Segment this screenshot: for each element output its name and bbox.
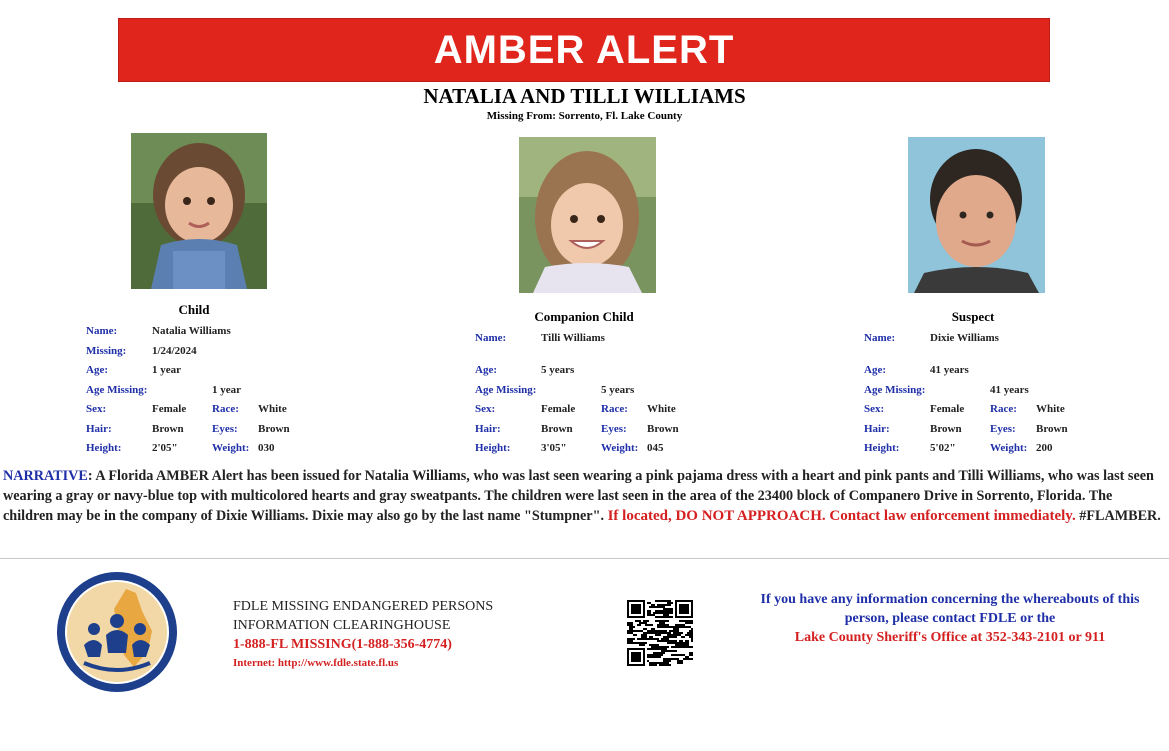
- contact-line3: Lake County Sheriff's Office at 352-343-2101 or 911: [794, 630, 1106, 645]
- race-label: Race:: [601, 403, 628, 415]
- internet-link[interactable]: Internet: http://www.fdle.state.fl.us: [233, 657, 399, 669]
- race-label: Race:: [212, 403, 239, 415]
- weight-value: 200: [1036, 442, 1053, 454]
- missing-label: Missing:: [86, 345, 127, 357]
- weight-label: Weight:: [212, 442, 250, 454]
- companion-child-photo: [519, 137, 656, 293]
- narrative-warning: If located, DO NOT APPROACH. Contact law enforcement immediately.: [607, 508, 1076, 524]
- org-line2: INFORMATION CLEARINGHOUSE: [233, 618, 451, 633]
- hair-value: Brown: [541, 423, 573, 435]
- age-missing-label: Age Missing:: [86, 384, 148, 396]
- race-value: White: [258, 403, 287, 415]
- age-value: 41 years: [930, 364, 969, 376]
- narrative-hashtag: #FLAMBER.: [1075, 508, 1161, 524]
- contact-line2: person, please contact FDLE or the: [844, 611, 1056, 626]
- name-label: Name:: [86, 325, 118, 337]
- eyes-label: Eyes:: [212, 423, 238, 435]
- sex-label: Sex:: [864, 403, 885, 415]
- child-photo: [131, 133, 267, 289]
- age-missing-value: 41 years: [990, 384, 1029, 396]
- detail-row: [864, 422, 1164, 436]
- height-value: 5'02": [930, 442, 956, 454]
- detail-row: [86, 402, 386, 416]
- detail-row: [864, 402, 1164, 416]
- footer-divider: [0, 558, 1169, 559]
- height-value: 3'05": [541, 442, 567, 454]
- fdle-info: [233, 597, 493, 673]
- detail-row: [86, 383, 386, 397]
- detail-row: [86, 422, 386, 436]
- height-label: Height:: [864, 442, 900, 454]
- detail-row: [475, 331, 775, 345]
- name-value: Natalia Williams: [152, 325, 231, 337]
- age-missing-label: Age Missing:: [475, 384, 537, 396]
- race-value: White: [1036, 403, 1065, 415]
- hair-label: Hair:: [864, 423, 890, 435]
- height-value: 2'05": [152, 442, 178, 454]
- detail-row: [864, 331, 1164, 345]
- detail-row: [86, 324, 386, 338]
- hair-label: Hair:: [475, 423, 501, 435]
- eyes-value: Brown: [258, 423, 290, 435]
- race-value: White: [647, 403, 676, 415]
- eyes-value: Brown: [1036, 423, 1068, 435]
- role-companion-child: Companion Child: [534, 309, 634, 324]
- weight-label: Weight:: [990, 442, 1028, 454]
- sex-label: Sex:: [475, 403, 496, 415]
- sex-value: Female: [541, 403, 576, 415]
- name-value: Dixie Williams: [930, 332, 999, 344]
- age-label: Age:: [86, 364, 108, 376]
- weight-label: Weight:: [601, 442, 639, 454]
- narrative-text: : A Florida AMBER Alert has been issued for Natalia Williams, who was last seen wearing a pink pajama dress with a heart and pink pants and Tilli Williams, who was last seen wearing a gray or navy-blue top with multicolored hearts and gray sweatpants. The children were last seen in the area of the 23400 block of Companero Drive in Sorrento, Florida. The children may be in the company of Dixie Williams. Dixie may also go by the last name "Stumpner".: [3, 468, 1154, 524]
- weight-value: 030: [258, 442, 275, 454]
- hair-value: Brown: [152, 423, 184, 435]
- role-suspect: Suspect: [951, 309, 995, 324]
- sex-value: Female: [930, 403, 965, 415]
- role-child: Child: [178, 302, 210, 317]
- detail-row: [475, 383, 775, 397]
- detail-row: [864, 363, 1164, 377]
- hotline-phone: 1-888-FL MISSING(1-888-356-4774): [233, 637, 452, 652]
- name-value: Tilli Williams: [541, 332, 605, 344]
- age-value: 5 years: [541, 364, 575, 376]
- banner-text: AMBER ALERT: [433, 27, 735, 72]
- name-label: Name:: [864, 332, 896, 344]
- fdle-seal-icon: [56, 571, 178, 693]
- age-missing-value: 1 year: [212, 384, 242, 396]
- detail-row: [86, 344, 386, 358]
- detail-row: [864, 383, 1164, 397]
- amber-alert-banner: [119, 19, 1049, 81]
- name-label: Name:: [475, 332, 507, 344]
- sex-label: Sex:: [86, 403, 107, 415]
- eyes-label: Eyes:: [990, 423, 1016, 435]
- detail-row: [86, 441, 386, 455]
- hair-value: Brown: [930, 423, 962, 435]
- sex-value: Female: [152, 403, 187, 415]
- weight-value: 045: [647, 442, 664, 454]
- detail-row: [86, 363, 386, 377]
- org-line1: FDLE MISSING ENDANGERED PERSONS: [233, 599, 494, 614]
- missing-value: 1/24/2024: [152, 345, 197, 357]
- contact-info: [740, 590, 1160, 647]
- narrative: [3, 466, 1163, 526]
- contact-line1: If you have any information concerning the whereabouts of this: [760, 592, 1140, 607]
- age-label: Age:: [864, 364, 886, 376]
- detail-row: [864, 441, 1164, 455]
- age-missing-label: Age Missing:: [864, 384, 926, 396]
- age-missing-value: 5 years: [601, 384, 635, 396]
- qr-code-icon[interactable]: [627, 600, 693, 666]
- page-title: NATALIA AND TILLI WILLIAMS: [423, 84, 746, 108]
- hair-label: Hair:: [86, 423, 112, 435]
- age-label: Age:: [475, 364, 497, 376]
- detail-row: [475, 402, 775, 416]
- eyes-value: Brown: [647, 423, 679, 435]
- missing-from: Missing From: Sorrento, Fl. Lake County: [486, 110, 683, 122]
- detail-row: [475, 363, 775, 377]
- race-label: Race:: [990, 403, 1017, 415]
- height-label: Height:: [475, 442, 511, 454]
- height-label: Height:: [86, 442, 122, 454]
- suspect-photo: [908, 137, 1045, 293]
- detail-row: [475, 422, 775, 436]
- age-value: 1 year: [152, 364, 182, 376]
- narrative-label: NARRATIVE: [3, 468, 88, 484]
- detail-row: [475, 441, 775, 455]
- eyes-label: Eyes:: [601, 423, 627, 435]
